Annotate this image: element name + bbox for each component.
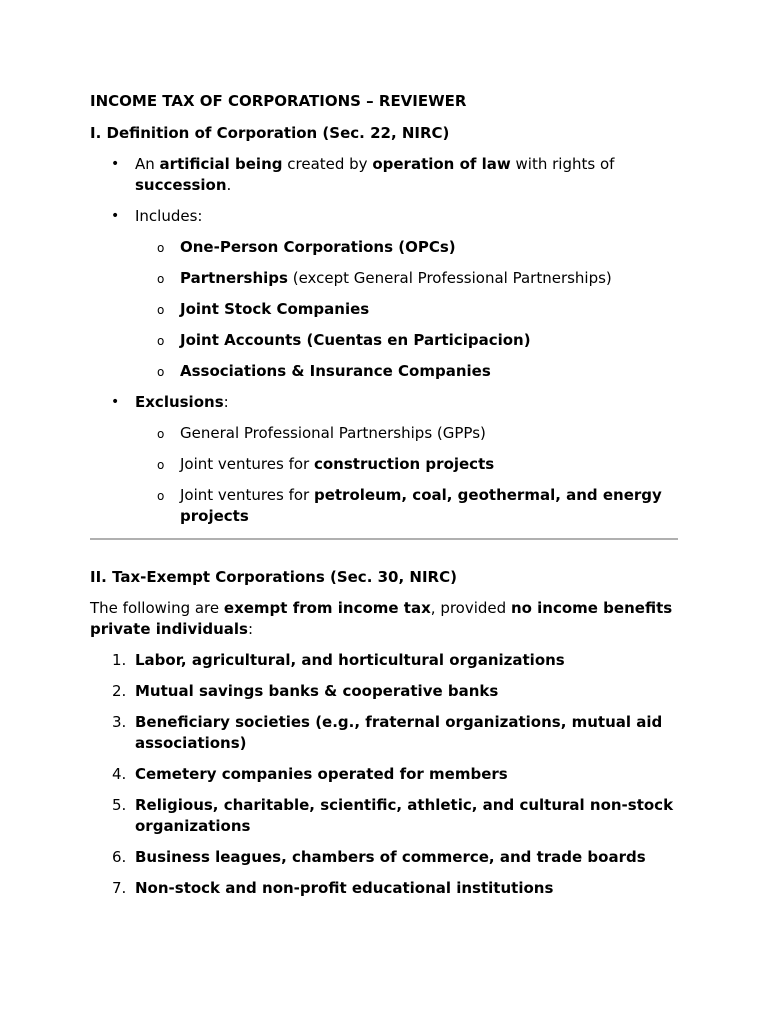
bullet-icon: •: [111, 208, 120, 224]
includes-subitem: o Joint Stock Companies: [135, 299, 680, 320]
exempt-list: [90, 650, 680, 899]
definition-list: [90, 154, 680, 527]
item-number: 7.: [112, 879, 127, 897]
exclusions-subitem: o General Professional Partnerships (GPPs): [135, 423, 680, 444]
exclusions-subitem: o Joint ventures for petroleum, coal, geothermal, and energy projects: [157, 486, 662, 525]
sub-bullet-icon: o: [157, 489, 165, 503]
definition-item: [90, 154, 680, 196]
includes-subitem: o One-Person Corporations (OPCs): [135, 237, 680, 258]
exempt-list-item: 7. Non-stock and non-profit educational institutions: [112, 879, 554, 897]
item-number: 4.: [112, 765, 127, 783]
item-number: 6.: [112, 848, 127, 866]
includes-label: Includes:: [135, 207, 203, 225]
sub-bullet-icon: o: [157, 241, 165, 255]
exempt-list-item: 1. Labor, agricultural, and horticultural organizations: [112, 651, 565, 669]
sub-bullet-icon: o: [157, 458, 165, 472]
bullet-icon: •: [111, 156, 120, 172]
includes-subitem: o Associations & Insurance Companies: [135, 361, 680, 382]
exclusions-sublist: [135, 423, 680, 527]
exclusions-item: • Exclusions: o General Professional Partnerships (GPPs) o Joint ventures for construction projects o Joint ventures for petroleum, coal, geothermal, and energy projects: [90, 392, 680, 527]
sub-bullet-icon: o: [157, 427, 165, 441]
exempt-list-item: 5. Religious, charitable, scientific, athletic, and cultural non-stock organizations: [112, 796, 674, 835]
item-number: 2.: [112, 682, 127, 700]
includes-item: [90, 206, 680, 382]
item-number: 3.: [112, 713, 127, 731]
document-content: [90, 91, 680, 909]
horizontal-divider: [90, 538, 678, 540]
sub-bullet-icon: o: [157, 272, 165, 286]
document-title: INCOME TAX OF CORPORATIONS – REVIEWER: [90, 92, 467, 110]
section-2-intro: The following are exempt from income tax, provided no income benefits private individuals:: [90, 599, 673, 638]
definition-text: An artificial being created by operation of law with rights of succession.: [135, 155, 615, 194]
includes-subitem: o Partnerships (except General Professional Partnerships): [135, 268, 680, 289]
exempt-list-item: 3. Beneficiary societies (e.g., fraternal organizations, mutual aid associations): [112, 713, 663, 752]
sub-bullet-icon: o: [157, 334, 165, 348]
sub-bullet-icon: o: [157, 303, 165, 317]
exclusions-label: Exclusions: [135, 393, 224, 411]
item-number: 1.: [112, 651, 127, 669]
sub-bullet-icon: o: [157, 365, 165, 379]
exempt-list-item: 6. Business leagues, chambers of commerce, and trade boards: [112, 848, 646, 866]
exclusions-subitem: o Joint ventures for construction projects: [135, 454, 680, 475]
section-2-heading: II. Tax-Exempt Corporations (Sec. 30, NIRC): [90, 568, 457, 586]
includes-sublist: [135, 237, 680, 382]
bullet-icon: •: [111, 394, 120, 410]
includes-subitem: o Joint Accounts (Cuentas en Participacion): [135, 330, 680, 351]
exempt-list-item: 2. Mutual savings banks & cooperative banks: [112, 682, 499, 700]
exempt-list-item: 4. Cemetery companies operated for members: [112, 765, 508, 783]
section-1-heading: I. Definition of Corporation (Sec. 22, NIRC): [90, 124, 450, 142]
item-number: 5.: [112, 796, 127, 814]
